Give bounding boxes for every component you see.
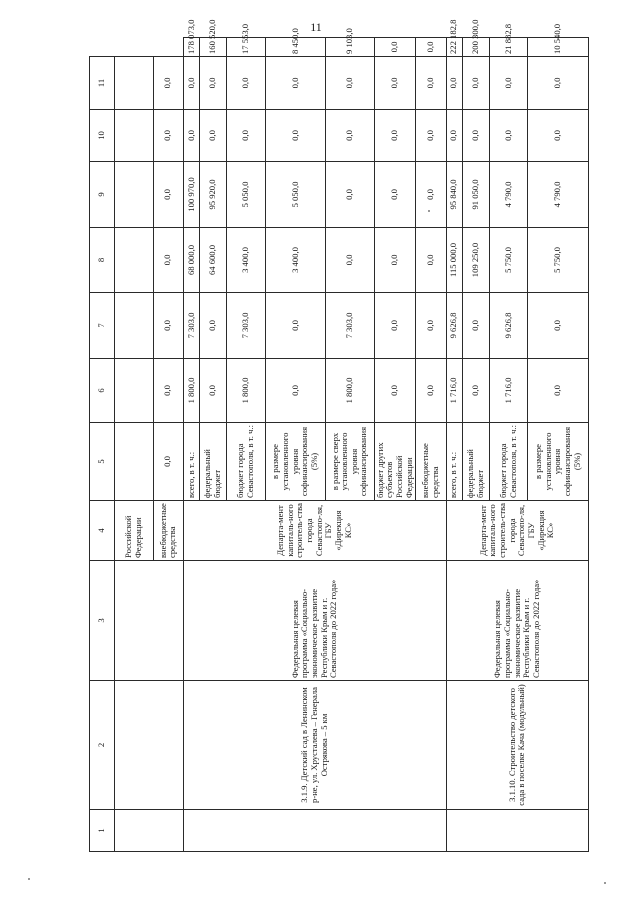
- value-cell: 0,0: [153, 423, 183, 501]
- source-cell: Российской Федерации: [115, 501, 153, 561]
- value-cell: 1 716,0: [446, 359, 462, 423]
- value-cell: 200 300,0: [462, 38, 489, 57]
- header-cell: 7: [90, 293, 115, 359]
- header-cell: 5: [90, 423, 115, 501]
- value-cell: 1 716,0: [490, 359, 528, 423]
- value-cell: 178 073,0: [183, 38, 199, 57]
- header-cell: 8: [90, 228, 115, 293]
- source-cell: в размере установленного уровня софинансирования (5%): [265, 423, 326, 501]
- header-cell: 10: [90, 110, 115, 162]
- executor-cell: Департа-мент капиталь-ного строитель-ства города Севастопо-ля, ГБУ «Дирекция КС»: [183, 501, 446, 561]
- value-cell: 9 626,8: [446, 293, 462, 359]
- value-cell: 0,0: [528, 110, 589, 162]
- value-cell: 0,0: [374, 359, 416, 423]
- source-cell: федеральный бюджет: [199, 423, 226, 501]
- program-text: Федеральная целевая программа «Социально-экономическое развитие Республики Крым и г. Севастополя до 2022 года»: [492, 579, 541, 678]
- value-cell: 0,0: [462, 359, 489, 423]
- value-cell: 0,0: [446, 110, 462, 162]
- value-cell: 5 750,0: [528, 228, 589, 293]
- value-cell: 0,0: [462, 293, 489, 359]
- header-cell: 6: [90, 359, 115, 423]
- value-cell: 0,0: [528, 57, 589, 110]
- source-cell: в размере сверх установленного уровня софинансирования: [326, 423, 374, 501]
- value-cell: [115, 162, 153, 228]
- value-cell: 17 553,0: [227, 38, 265, 57]
- value-cell: 95 840,0: [446, 162, 462, 228]
- value-cell: 0,0: [528, 359, 589, 423]
- value-cell: 0,0: [416, 110, 446, 162]
- value-cell: 1 800,0: [183, 359, 199, 423]
- source-cell: федеральный бюджет: [462, 423, 489, 501]
- value-cell: 0,0: [416, 228, 446, 293]
- source-cell: всего, в т. ч.:: [183, 423, 199, 501]
- source-cell: бюджет города Севастополя, в т. ч.:: [227, 423, 265, 501]
- value-cell: 0,0: [153, 293, 183, 359]
- value-cell: 0,0: [374, 38, 416, 57]
- value-cell: 0,0: [416, 359, 446, 423]
- value-cell: 0,0: [199, 57, 226, 110]
- value-cell: 0,0: [416, 293, 446, 359]
- value-cell: 109 250,0: [462, 228, 489, 293]
- program-cell: [183, 561, 446, 681]
- value-cell: 0,0: [374, 293, 416, 359]
- source-cell: внебюджетные средства: [153, 501, 183, 561]
- value-cell: 1 800,0: [227, 359, 265, 423]
- header-cell: 2: [90, 681, 115, 810]
- value-cell: 9 103,0: [326, 38, 374, 57]
- header-cell: 3: [90, 561, 115, 681]
- source-cell: бюджет других субъектов Российской Федерации: [374, 423, 416, 501]
- value-cell: [115, 423, 153, 501]
- value-cell: 0,0: [265, 359, 326, 423]
- value-cell: 21 882,8: [490, 38, 528, 57]
- value-cell: [115, 293, 153, 359]
- value-cell: 0,0: [326, 110, 374, 162]
- value-cell: 0,0: [265, 293, 326, 359]
- source-cell: бюджет города Севастополя, в т. ч.:: [490, 423, 528, 501]
- value-cell: 100 970,0: [183, 162, 199, 228]
- value-cell: 7 303,0: [183, 293, 199, 359]
- empty-cell: [115, 810, 184, 852]
- value-cell: 7 303,0: [326, 293, 374, 359]
- value-cell: 0,0: [153, 110, 183, 162]
- value-cell: 7 303,0: [227, 293, 265, 359]
- value-cell: [115, 359, 153, 423]
- source-cell: всего, в т. ч.:: [446, 423, 462, 501]
- empty-cell: [115, 681, 184, 810]
- value-cell: 3 400,0: [265, 228, 326, 293]
- empty-cell: [446, 810, 588, 852]
- value-cell: 4 790,0: [490, 162, 528, 228]
- value-cell: 0,0: [326, 57, 374, 110]
- value-cell: 0,0: [199, 110, 226, 162]
- value-cell: 64 600,0: [199, 228, 226, 293]
- value-cell: 95 920,0: [199, 162, 226, 228]
- empty-cell: [115, 561, 184, 681]
- source-cell: внебюджетные средства: [416, 423, 446, 501]
- source-cell: в размере установленного уровня софинансирования (5%): [528, 423, 589, 501]
- value-cell: 3 400,0: [227, 228, 265, 293]
- header-cell: 1: [90, 810, 115, 852]
- program-cell: [446, 561, 588, 681]
- value-cell: 0,0: [490, 57, 528, 110]
- value-cell: 5 050,0: [265, 162, 326, 228]
- value-cell: 1 800,0: [326, 359, 374, 423]
- value-cell: 115 000,0: [446, 228, 462, 293]
- value-cell: 0,0: [374, 57, 416, 110]
- value-cell: 0,0: [374, 110, 416, 162]
- scan-speck: [428, 210, 430, 212]
- value-cell: [115, 110, 153, 162]
- value-cell: 91 050,0: [462, 162, 489, 228]
- value-cell: 0,0: [265, 57, 326, 110]
- value-cell: 0,0: [183, 110, 199, 162]
- funding-table: [89, 19, 589, 852]
- value-cell: 5 050,0: [227, 162, 265, 228]
- value-cell: 10 540,0: [528, 38, 589, 57]
- value-cell: 0,0: [199, 359, 226, 423]
- program-text: Федеральная целевая программа «Социально-экономическое развитие Республики Крым и г. Севастополя до 2022 года»: [289, 579, 339, 678]
- value-cell: 160 520,0: [199, 38, 226, 57]
- project-name-cell: 3.1.10. Строительство детского сада в поселке Кача (модульный): [446, 681, 588, 810]
- header-cell: 11: [90, 57, 115, 110]
- value-cell: [115, 57, 153, 110]
- value-cell: 0,0: [153, 359, 183, 423]
- header-cell: 9: [90, 162, 115, 228]
- table-row: [183, 38, 199, 852]
- value-cell: 68 000,0: [183, 228, 199, 293]
- value-cell: 0,0: [153, 228, 183, 293]
- value-cell: 0,0: [265, 110, 326, 162]
- value-cell: 0,0: [490, 110, 528, 162]
- header-row: [90, 38, 115, 852]
- scan-speck: [28, 878, 30, 880]
- table-row: [446, 38, 462, 852]
- scan-speck: [604, 882, 606, 884]
- value-cell: 0,0: [462, 57, 489, 110]
- value-cell: 0,0: [199, 293, 226, 359]
- value-cell: 0,0: [326, 162, 374, 228]
- value-cell: 0,0: [528, 293, 589, 359]
- value-cell: 5 750,0: [490, 228, 528, 293]
- value-cell: 0,0: [326, 228, 374, 293]
- value-cell: 0,0: [153, 57, 183, 110]
- executor-cell: Департа-мент капиталь-ного строитель-ства города Севастопо-ля, ГБУ «Дирекция КС»: [446, 501, 588, 561]
- value-cell: 0,0: [446, 57, 462, 110]
- value-cell: 9 626,8: [490, 293, 528, 359]
- rotated-table-wrapper: [89, 19, 589, 852]
- value-cell: 0,0: [416, 38, 446, 57]
- table-row: [115, 38, 153, 852]
- value-cell: 0,0: [227, 57, 265, 110]
- page-number: 11: [310, 20, 322, 34]
- value-cell: 0,0: [183, 57, 199, 110]
- project-name-cell: 3.1.9. Детский сад в Ленинском р-не, ул. Хрусталева – Генерала Острякова – 5 км: [183, 681, 446, 810]
- value-cell: 0,0: [227, 110, 265, 162]
- value-cell: 0,0: [374, 228, 416, 293]
- value-cell: 0,0: [416, 162, 446, 228]
- value-cell: 0,0: [374, 162, 416, 228]
- value-cell: [115, 228, 153, 293]
- value-cell: 0,0: [416, 57, 446, 110]
- value-cell: 4 790,0: [528, 162, 589, 228]
- value-cell: 8 450,0: [265, 38, 326, 57]
- value-cell: 0,0: [153, 162, 183, 228]
- empty-cell: [183, 810, 446, 852]
- value-cell: 0,0: [462, 110, 489, 162]
- header-cell: 4: [90, 501, 115, 561]
- value-cell: 222 182,8: [446, 38, 462, 57]
